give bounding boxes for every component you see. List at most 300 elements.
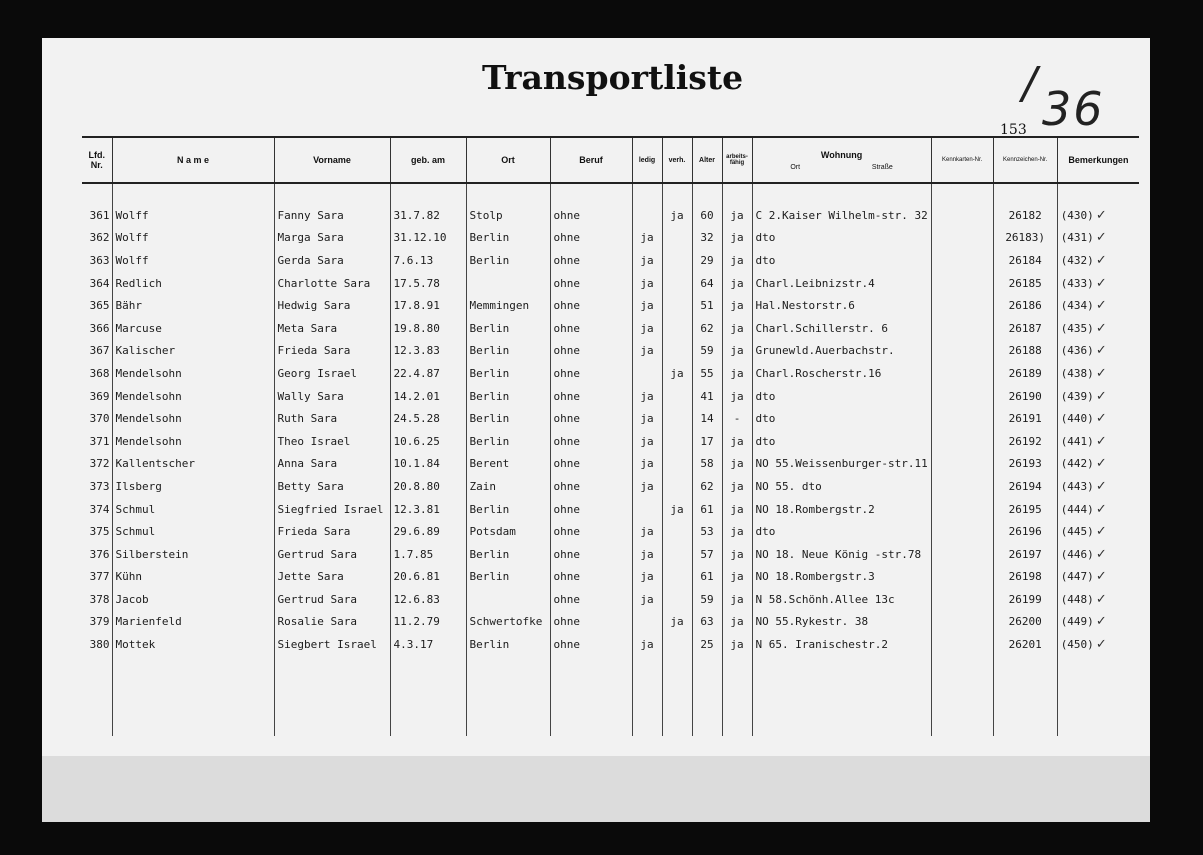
arbeitsfaehig-cell-text: ja bbox=[730, 299, 744, 313]
birth-date-text: 20.6.81 bbox=[393, 570, 440, 584]
ledig-cell-text: ja bbox=[640, 479, 654, 493]
kennzeichen-cell-text: 26190 bbox=[1008, 389, 1042, 403]
birth-place-text: Berlin bbox=[469, 231, 510, 245]
person-name bbox=[112, 204, 274, 227]
person-name-text: Schmul bbox=[115, 502, 156, 516]
col-header-arbeitsfaehig: arbeits-fähig bbox=[722, 137, 752, 183]
col-header-ledig: ledig bbox=[632, 137, 662, 183]
occupation-text: ohne bbox=[553, 231, 580, 245]
person-vorname-text: Siegfried Israel bbox=[277, 502, 384, 516]
kennzeichen-cell bbox=[993, 407, 1057, 430]
arbeitsfaehig-cell bbox=[722, 227, 752, 250]
table-row bbox=[82, 430, 1139, 453]
occupation bbox=[550, 498, 632, 521]
occupation bbox=[550, 340, 632, 363]
age-cell bbox=[692, 317, 722, 340]
birth-date-text: 29.6.89 bbox=[393, 525, 440, 539]
birth-date bbox=[390, 317, 466, 340]
arbeitsfaehig-cell bbox=[722, 498, 752, 521]
kennzeichen-cell-text: 26199 bbox=[1008, 592, 1042, 606]
table-row bbox=[82, 566, 1139, 589]
person-vorname bbox=[274, 498, 390, 521]
arbeitsfaehig-cell-text: ja bbox=[730, 638, 744, 652]
remarks-cell-text: (449) bbox=[1060, 615, 1094, 629]
row-number-text: 369 bbox=[89, 389, 110, 403]
person-vorname-text: Frieda Sara bbox=[277, 525, 351, 539]
person-vorname bbox=[274, 633, 390, 656]
col-header-kennzeichen bbox=[993, 137, 1057, 183]
row-number-text: 367 bbox=[89, 344, 110, 358]
table-row bbox=[82, 385, 1139, 408]
person-name-text: Wolff bbox=[115, 253, 149, 267]
residence-cell bbox=[752, 204, 931, 227]
ledig-cell-text: ja bbox=[640, 276, 654, 290]
residence-cell bbox=[752, 362, 931, 385]
residence-cell bbox=[752, 520, 931, 543]
arbeitsfaehig-cell-text: ja bbox=[730, 547, 744, 561]
birth-place-text: Berlin bbox=[469, 434, 510, 448]
document-title: Transportliste bbox=[482, 58, 744, 97]
verh-cell bbox=[662, 385, 692, 408]
verh-cell bbox=[662, 475, 692, 498]
kennzeichen-cell bbox=[993, 475, 1057, 498]
person-name-text: Mendelsohn bbox=[115, 412, 182, 426]
age-cell bbox=[692, 498, 722, 521]
birth-date bbox=[390, 294, 466, 317]
kennkarten-cell bbox=[931, 498, 993, 521]
birth-place bbox=[466, 227, 550, 250]
occupation bbox=[550, 407, 632, 430]
person-vorname-text: Theo Israel bbox=[277, 434, 351, 448]
kennzeichen-cell bbox=[993, 430, 1057, 453]
ledig-cell-text: ja bbox=[640, 570, 654, 584]
birth-place bbox=[466, 294, 550, 317]
age-cell-text: 57 bbox=[700, 547, 714, 561]
arbeitsfaehig-cell bbox=[722, 566, 752, 589]
birth-place-text: Potsdam bbox=[469, 525, 516, 539]
person-name-text: Mendelsohn bbox=[115, 389, 182, 403]
residence-cell bbox=[752, 430, 931, 453]
check-mark-icon: ✓ bbox=[1095, 614, 1107, 630]
kennkarten-cell bbox=[931, 543, 993, 566]
age-cell bbox=[692, 340, 722, 363]
arbeitsfaehig-cell-text: ja bbox=[730, 321, 744, 335]
arbeitsfaehig-cell bbox=[722, 362, 752, 385]
remarks-cell-text: (448) bbox=[1060, 592, 1094, 606]
age-cell-text: 64 bbox=[700, 276, 714, 290]
age-cell bbox=[692, 453, 722, 476]
person-name-text: Wolff bbox=[115, 208, 149, 222]
age-cell bbox=[692, 520, 722, 543]
ledig-cell bbox=[632, 272, 662, 295]
remarks-cell bbox=[1057, 385, 1139, 408]
remarks-cell-text: (435) bbox=[1060, 321, 1094, 335]
kennkarten-cell bbox=[931, 633, 993, 656]
row-number bbox=[82, 385, 112, 408]
ledig-cell-text: ja bbox=[640, 412, 654, 426]
col-header-alter: Alter bbox=[692, 137, 722, 183]
col-header-verh: verh. bbox=[662, 137, 692, 183]
occupation bbox=[550, 475, 632, 498]
kennkarten-cell bbox=[931, 611, 993, 634]
occupation-text: ohne bbox=[553, 547, 580, 561]
arbeitsfaehig-cell bbox=[722, 520, 752, 543]
kennzeichen-cell bbox=[993, 385, 1057, 408]
person-vorname bbox=[274, 588, 390, 611]
remarks-cell-text: (430) bbox=[1060, 208, 1094, 222]
kennkarten-cell bbox=[931, 453, 993, 476]
ledig-cell-text: ja bbox=[640, 231, 654, 245]
remarks-cell bbox=[1057, 498, 1139, 521]
person-vorname bbox=[274, 362, 390, 385]
age-cell bbox=[692, 272, 722, 295]
birth-place bbox=[466, 272, 550, 295]
person-name bbox=[112, 430, 274, 453]
row-number bbox=[82, 362, 112, 385]
kennzeichen-cell bbox=[993, 543, 1057, 566]
row-number bbox=[82, 588, 112, 611]
person-name bbox=[112, 385, 274, 408]
person-vorname-text: Betty Sara bbox=[277, 479, 344, 493]
residence-cell-text: dto bbox=[755, 231, 776, 245]
age-cell bbox=[692, 633, 722, 656]
occupation bbox=[550, 362, 632, 385]
row-number-text: 378 bbox=[89, 592, 110, 606]
row-number bbox=[82, 407, 112, 430]
verh-cell bbox=[662, 340, 692, 363]
person-name bbox=[112, 407, 274, 430]
wohnung-strasse-label: Straße bbox=[871, 163, 893, 171]
arbeitsfaehig-cell bbox=[722, 385, 752, 408]
ledig-cell bbox=[632, 498, 662, 521]
remarks-cell-text: (438) bbox=[1060, 366, 1094, 380]
table-row bbox=[82, 498, 1139, 521]
occupation bbox=[550, 633, 632, 656]
age-cell-text: 55 bbox=[700, 366, 714, 380]
kennkarten-cell bbox=[931, 407, 993, 430]
table-row bbox=[82, 204, 1139, 227]
person-vorname bbox=[274, 317, 390, 340]
col-header-geb: geb. am bbox=[390, 137, 466, 183]
birth-place bbox=[466, 385, 550, 408]
birth-place bbox=[466, 633, 550, 656]
kennzeichen-cell bbox=[993, 566, 1057, 589]
occupation-text: ohne bbox=[553, 570, 580, 584]
occupation-text: ohne bbox=[553, 344, 580, 358]
residence-cell-text: dto bbox=[755, 412, 776, 426]
kennkarten-cell bbox=[931, 588, 993, 611]
residence-cell bbox=[752, 294, 931, 317]
person-vorname bbox=[274, 249, 390, 272]
kennzeichen-cell bbox=[993, 362, 1057, 385]
ledig-cell-text: ja bbox=[640, 253, 654, 267]
birth-date-text: 12.3.81 bbox=[393, 502, 440, 516]
row-number-text: 376 bbox=[89, 547, 110, 561]
age-cell bbox=[692, 204, 722, 227]
person-vorname bbox=[274, 430, 390, 453]
col-header-name: N a m e bbox=[112, 137, 274, 183]
arbeitsfaehig-cell-text: ja bbox=[730, 253, 744, 267]
birth-place-text: Berlin bbox=[469, 344, 510, 358]
row-number bbox=[82, 249, 112, 272]
person-vorname bbox=[274, 543, 390, 566]
ledig-cell bbox=[632, 340, 662, 363]
check-mark-icon: ✓ bbox=[1095, 411, 1107, 427]
ledig-cell bbox=[632, 385, 662, 408]
row-number-text: 371 bbox=[89, 434, 110, 448]
birth-place bbox=[466, 249, 550, 272]
ledig-cell-text: ja bbox=[640, 344, 654, 358]
person-name bbox=[112, 294, 274, 317]
age-cell-text: 53 bbox=[700, 525, 714, 539]
occupation-text: ohne bbox=[553, 366, 580, 380]
birth-date bbox=[390, 475, 466, 498]
arbeitsfaehig-cell-text: ja bbox=[730, 366, 744, 380]
birth-date-text: 31.12.10 bbox=[393, 231, 447, 245]
age-cell-text: 14 bbox=[700, 412, 714, 426]
kennkarten-cell bbox=[931, 227, 993, 250]
arbeitsfaehig-cell-text: ja bbox=[730, 570, 744, 584]
verh-cell bbox=[662, 588, 692, 611]
kennzeichen-cell-text: 26188 bbox=[1008, 344, 1042, 358]
row-number bbox=[82, 633, 112, 656]
table-row bbox=[82, 520, 1139, 543]
birth-date bbox=[390, 204, 466, 227]
row-number bbox=[82, 453, 112, 476]
kennzeichen-cell-text: 26201 bbox=[1008, 638, 1042, 652]
age-cell bbox=[692, 249, 722, 272]
birth-date bbox=[390, 385, 466, 408]
birth-date-text: 31.7.82 bbox=[393, 208, 440, 222]
residence-cell bbox=[752, 227, 931, 250]
birth-date-text: 17.5.78 bbox=[393, 276, 440, 290]
row-number-text: 370 bbox=[89, 412, 110, 426]
birth-date-text: 1.7.85 bbox=[393, 547, 434, 561]
residence-cell-text: NO 18. Neue König -str.78 bbox=[755, 547, 922, 561]
birth-place-text: Berlin bbox=[469, 321, 510, 335]
remarks-cell-text: (440) bbox=[1060, 412, 1094, 426]
remarks-cell-text: (431) bbox=[1060, 231, 1094, 245]
check-mark-icon: ✓ bbox=[1095, 546, 1107, 562]
person-name bbox=[112, 272, 274, 295]
occupation-text: ohne bbox=[553, 638, 580, 652]
table-spacer-row bbox=[82, 183, 1139, 204]
occupation bbox=[550, 611, 632, 634]
birth-place bbox=[466, 520, 550, 543]
occupation bbox=[550, 588, 632, 611]
occupation-text: ohne bbox=[553, 434, 580, 448]
ledig-cell bbox=[632, 204, 662, 227]
wohnung-ort-label: Ort bbox=[790, 163, 801, 171]
row-number bbox=[82, 430, 112, 453]
row-number-text: 379 bbox=[89, 615, 110, 629]
person-name bbox=[112, 249, 274, 272]
person-vorname bbox=[274, 475, 390, 498]
age-cell-text: 62 bbox=[700, 321, 714, 335]
age-cell-text: 63 bbox=[700, 615, 714, 629]
person-vorname-text: Jette Sara bbox=[277, 570, 344, 584]
verh-cell-text: ja bbox=[670, 615, 684, 629]
residence-cell-text: Charl.Leibnizstr.4 bbox=[755, 276, 875, 290]
row-number bbox=[82, 611, 112, 634]
occupation-text: ohne bbox=[553, 276, 580, 290]
kennzeichen-label: Kennzeichen-Nr. bbox=[1003, 157, 1048, 163]
ledig-cell-text: ja bbox=[640, 457, 654, 471]
kennzeichen-cell bbox=[993, 317, 1057, 340]
person-name-text: Silberstein bbox=[115, 547, 189, 561]
birth-date bbox=[390, 633, 466, 656]
row-number-text: 366 bbox=[89, 321, 110, 335]
table-row bbox=[82, 362, 1139, 385]
table-row bbox=[82, 249, 1139, 272]
occupation bbox=[550, 227, 632, 250]
kennkarten-cell bbox=[931, 430, 993, 453]
residence-cell-text: dto bbox=[755, 434, 776, 448]
kennkarten-cell bbox=[931, 566, 993, 589]
residence-cell bbox=[752, 407, 931, 430]
birth-date bbox=[390, 272, 466, 295]
kennzeichen-cell bbox=[993, 340, 1057, 363]
residence-cell bbox=[752, 453, 931, 476]
check-mark-icon: ✓ bbox=[1095, 207, 1107, 223]
person-name-text: Mendelsohn bbox=[115, 366, 182, 380]
person-name bbox=[112, 317, 274, 340]
remarks-cell-text: (442) bbox=[1060, 457, 1094, 471]
wohnung-label: Wohnung bbox=[820, 149, 863, 160]
age-cell bbox=[692, 362, 722, 385]
table-row bbox=[82, 294, 1139, 317]
verh-cell bbox=[662, 317, 692, 340]
occupation bbox=[550, 249, 632, 272]
person-vorname-text: Wally Sara bbox=[277, 389, 344, 403]
occupation-text: ohne bbox=[553, 502, 580, 516]
arbeitsfaehig-cell-text: ja bbox=[730, 434, 744, 448]
ledig-cell-text: ja bbox=[640, 389, 654, 403]
col-header-vorname: Vorname bbox=[274, 137, 390, 183]
check-mark-icon: ✓ bbox=[1095, 343, 1107, 359]
remarks-cell bbox=[1057, 407, 1139, 430]
birth-date-text: 12.3.83 bbox=[393, 344, 440, 358]
birth-date-text: 14.2.01 bbox=[393, 389, 440, 403]
remarks-cell-text: (433) bbox=[1060, 276, 1094, 290]
person-vorname bbox=[274, 453, 390, 476]
kennkarten-cell bbox=[931, 340, 993, 363]
birth-place bbox=[466, 430, 550, 453]
residence-cell bbox=[752, 317, 931, 340]
residence-cell-text: dto bbox=[755, 389, 776, 403]
residence-cell bbox=[752, 385, 931, 408]
row-number-text: 380 bbox=[89, 638, 110, 652]
row-number-text: 362 bbox=[89, 231, 110, 245]
kennkarten-cell bbox=[931, 249, 993, 272]
check-mark-icon: ✓ bbox=[1095, 569, 1107, 585]
person-name-text: Bähr bbox=[115, 299, 142, 313]
verh-cell-text: ja bbox=[670, 502, 684, 516]
remarks-cell bbox=[1057, 520, 1139, 543]
age-cell-text: 25 bbox=[700, 638, 714, 652]
arbeitsfaehig-cell bbox=[722, 633, 752, 656]
age-cell-text: 58 bbox=[700, 457, 714, 471]
remarks-cell-text: (441) bbox=[1060, 434, 1094, 448]
kennzeichen-cell bbox=[993, 204, 1057, 227]
birth-place-text: Stolp bbox=[469, 208, 503, 222]
person-name-text: Kalischer bbox=[115, 344, 176, 358]
kennzeichen-cell bbox=[993, 294, 1057, 317]
occupation bbox=[550, 543, 632, 566]
remarks-cell bbox=[1057, 204, 1139, 227]
verh-cell bbox=[662, 362, 692, 385]
col-header-wohnung bbox=[752, 137, 931, 183]
row-number bbox=[82, 204, 112, 227]
person-vorname-text: Marga Sara bbox=[277, 231, 344, 245]
ledig-cell bbox=[632, 430, 662, 453]
arbeitsfaehig-cell bbox=[722, 475, 752, 498]
birth-date-text: 17.8.91 bbox=[393, 299, 440, 313]
person-name-text: Wolff bbox=[115, 231, 149, 245]
row-number bbox=[82, 520, 112, 543]
arbeitsfaehig-cell-text: ja bbox=[730, 525, 744, 539]
table-row bbox=[82, 588, 1139, 611]
verh-cell bbox=[662, 453, 692, 476]
row-number-text: 361 bbox=[89, 208, 110, 222]
birth-place-text: Berlin bbox=[469, 389, 510, 403]
check-mark-icon: ✓ bbox=[1095, 252, 1107, 268]
verh-cell-text: ja bbox=[670, 208, 684, 222]
table-row bbox=[82, 227, 1139, 250]
row-number-text: 374 bbox=[89, 502, 110, 516]
verh-cell bbox=[662, 227, 692, 250]
residence-cell bbox=[752, 543, 931, 566]
person-name-text: Redlich bbox=[115, 276, 162, 290]
kennzeichen-cell bbox=[993, 272, 1057, 295]
birth-date bbox=[390, 588, 466, 611]
kennzeichen-cell-text: 26193 bbox=[1008, 457, 1042, 471]
arbeitsfaehig-cell bbox=[722, 249, 752, 272]
check-mark-icon: ✓ bbox=[1095, 275, 1107, 291]
person-name bbox=[112, 566, 274, 589]
person-vorname bbox=[274, 340, 390, 363]
birth-date bbox=[390, 566, 466, 589]
birth-date-text: 10.6.25 bbox=[393, 434, 440, 448]
age-cell bbox=[692, 611, 722, 634]
residence-cell-text: Hal.Nestorstr.6 bbox=[755, 299, 855, 313]
birth-place-text: Berent bbox=[469, 457, 510, 471]
occupation-text: ohne bbox=[553, 457, 580, 471]
occupation-text: ohne bbox=[553, 253, 580, 267]
person-vorname bbox=[274, 566, 390, 589]
birth-place bbox=[466, 611, 550, 634]
check-mark-icon: ✓ bbox=[1095, 388, 1107, 404]
age-cell-text: 51 bbox=[700, 299, 714, 313]
age-cell-text: 29 bbox=[700, 253, 714, 267]
remarks-cell bbox=[1057, 340, 1139, 363]
arbeitsfaehig-cell-text: ja bbox=[730, 389, 744, 403]
remarks-cell bbox=[1057, 249, 1139, 272]
person-vorname-text: Hedwig Sara bbox=[277, 299, 351, 313]
kennzeichen-cell bbox=[993, 633, 1057, 656]
table-row bbox=[82, 475, 1139, 498]
birth-place-text: Berlin bbox=[469, 502, 510, 516]
remarks-cell bbox=[1057, 430, 1139, 453]
age-cell-text: 59 bbox=[700, 344, 714, 358]
occupation-text: ohne bbox=[553, 592, 580, 606]
arbeitsfaehig-cell bbox=[722, 294, 752, 317]
residence-cell bbox=[752, 272, 931, 295]
birth-date bbox=[390, 453, 466, 476]
kennzeichen-cell bbox=[993, 453, 1057, 476]
age-cell-text: 61 bbox=[700, 570, 714, 584]
birth-place-text: Berlin bbox=[469, 570, 510, 584]
